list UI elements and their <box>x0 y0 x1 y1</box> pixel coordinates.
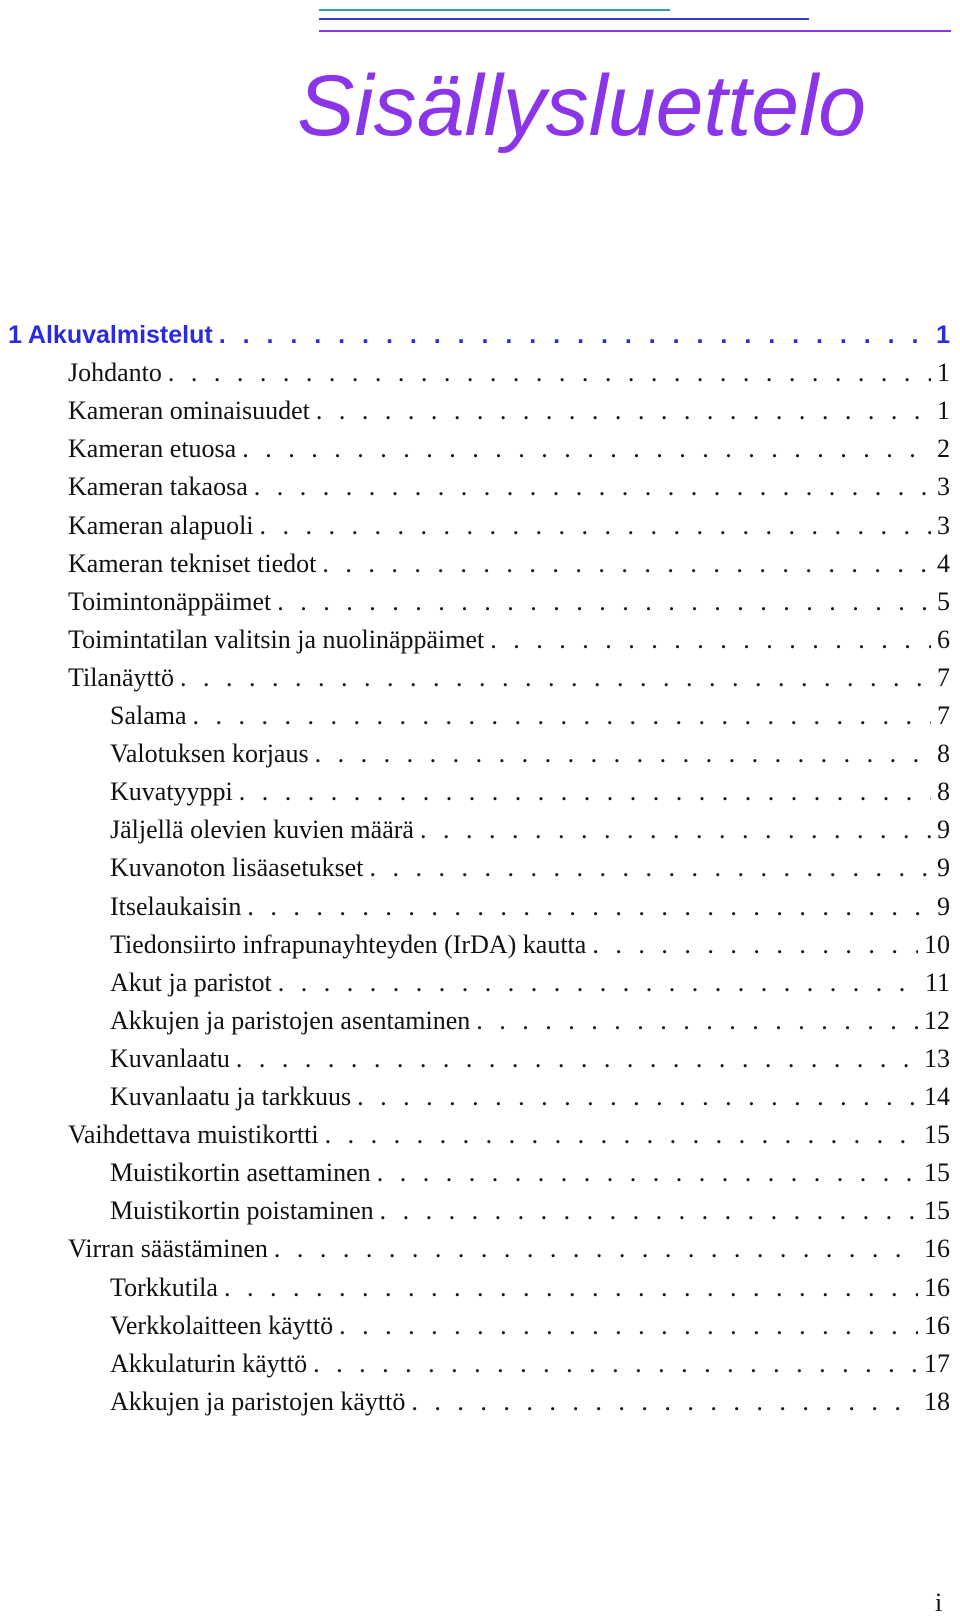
toc-entry-page: 16 <box>924 1234 950 1263</box>
toc-entry-page: 7 <box>937 701 950 730</box>
toc-entry-page: 15 <box>924 1158 950 1187</box>
toc-entry-page: 9 <box>937 892 950 921</box>
toc-dot-leader <box>411 1385 918 1419</box>
toc-dot-leader <box>239 775 931 809</box>
toc-entry[interactable] <box>110 813 950 847</box>
toc-entry-page: 3 <box>937 511 950 540</box>
toc-entry-title: Torkkutila <box>110 1273 218 1302</box>
toc-entry-page: 10 <box>924 930 950 959</box>
toc-entry-page: 1 <box>937 358 950 387</box>
header-rule-teal <box>319 9 670 11</box>
toc-dot-leader <box>357 1080 918 1114</box>
toc-entry[interactable] <box>68 509 950 543</box>
header-rule-blue <box>319 18 809 20</box>
toc-entry-page: 9 <box>937 815 950 844</box>
toc-entry-title: Toimintatilan valitsin ja nuolinäppäimet <box>68 625 485 654</box>
toc-entry-title: Salama <box>110 701 187 730</box>
toc-entry-page: 17 <box>924 1349 950 1378</box>
toc-dot-leader <box>278 966 919 1000</box>
toc-dot-leader <box>476 1004 918 1038</box>
toc-dot-leader <box>316 394 931 428</box>
toc-entry[interactable] <box>110 699 950 733</box>
toc-dot-leader <box>219 318 930 352</box>
page-title: Sisällysluettelo <box>297 58 866 154</box>
toc-entry-page: 8 <box>937 777 950 806</box>
toc-entry[interactable] <box>68 394 950 428</box>
toc-entry-page: 4 <box>937 549 950 578</box>
toc-entry-page: 7 <box>937 663 950 692</box>
toc-entry-title: Kameran etuosa <box>68 434 237 463</box>
toc-entry-title: Akkujen ja paristojen asentaminen <box>110 1006 471 1035</box>
toc-dot-leader <box>322 547 931 581</box>
toc-dot-leader <box>313 1347 918 1381</box>
toc-entry[interactable] <box>68 470 950 504</box>
toc-entry-page: 16 <box>924 1311 950 1340</box>
toc-entry-title: Virran säästäminen <box>68 1234 268 1263</box>
toc-entry[interactable] <box>68 432 950 466</box>
toc-entry-page: 2 <box>937 434 950 463</box>
toc-entry-page: 1 <box>936 321 950 349</box>
toc-entry[interactable] <box>110 1385 950 1419</box>
toc-entry[interactable] <box>68 623 950 657</box>
toc-dot-leader <box>277 585 931 619</box>
toc-entry-title: Kuvanlaatu ja tarkkuus <box>110 1082 352 1111</box>
toc-entry-title: Kameran tekniset tiedot <box>68 549 317 578</box>
toc-entry-page: 5 <box>937 587 950 616</box>
toc-entry-page: 14 <box>924 1082 950 1111</box>
toc-entry-title: Kuvanoton lisäasetukset <box>110 853 364 882</box>
header-rule-purple <box>319 30 951 32</box>
toc-dot-leader <box>592 928 918 962</box>
toc-entry[interactable] <box>110 1309 950 1343</box>
toc-dot-leader <box>274 1232 918 1266</box>
toc-dot-leader <box>260 509 931 543</box>
toc-dot-leader <box>193 699 931 733</box>
toc-dot-leader <box>339 1309 918 1343</box>
toc-entry[interactable] <box>110 1194 950 1228</box>
toc-entry-title: Akkujen ja paristojen käyttö <box>110 1387 406 1416</box>
toc-dot-leader <box>247 890 931 924</box>
toc-entry-title: Kuvatyyppi <box>110 777 233 806</box>
toc-entry-page: 8 <box>937 739 950 768</box>
toc-entry[interactable] <box>110 1271 950 1305</box>
toc-entry[interactable] <box>110 737 950 771</box>
toc-entry-title: Valotuksen korjaus <box>110 739 309 768</box>
toc-entry-page: 12 <box>924 1006 950 1035</box>
toc-entry-page: 13 <box>924 1044 950 1073</box>
toc-entry[interactable] <box>110 775 950 809</box>
toc-entry-title: 1 Alkuvalmistelut <box>8 321 213 349</box>
toc-entry[interactable] <box>8 318 950 352</box>
toc-dot-leader <box>420 813 931 847</box>
toc-dot-leader <box>315 737 931 771</box>
toc-entry-page: 16 <box>924 1273 950 1302</box>
toc-entry-title: Kuvanlaatu <box>110 1044 230 1073</box>
toc-entry-page: 9 <box>937 853 950 882</box>
toc-entry-page: 11 <box>924 968 950 997</box>
toc-entry-title: Tilanäyttö <box>68 663 174 692</box>
toc-entry-title: Muistikortin asettaminen <box>110 1158 371 1187</box>
toc-entry[interactable] <box>68 661 950 695</box>
page-number: i <box>935 1588 943 1617</box>
toc-entry[interactable] <box>68 356 950 390</box>
toc-entry-title: Kameran alapuoli <box>68 511 254 540</box>
toc-entry-page: 15 <box>924 1120 950 1149</box>
toc-entry[interactable] <box>110 851 950 885</box>
toc-entry[interactable] <box>110 1004 950 1038</box>
toc-dot-leader <box>254 470 931 504</box>
toc-entry-page: 6 <box>937 625 950 654</box>
toc-entry[interactable] <box>110 1347 950 1381</box>
toc-entry-title: Muistikortin poistaminen <box>110 1196 374 1225</box>
toc-dot-leader <box>242 432 931 466</box>
toc-entry-page: 3 <box>937 472 950 501</box>
toc-entry-title: Akut ja paristot <box>110 968 272 997</box>
toc-dot-leader <box>325 1118 918 1152</box>
toc-entry-page: 1 <box>937 396 950 425</box>
toc-dot-leader <box>380 1194 918 1228</box>
toc-entry-title: Johdanto <box>68 358 162 387</box>
toc-entry-page: 15 <box>924 1196 950 1225</box>
toc-dot-leader <box>369 851 931 885</box>
toc-entry[interactable] <box>110 890 950 924</box>
toc-entry-page: 18 <box>924 1387 950 1416</box>
toc-dot-leader <box>180 661 931 695</box>
toc-entry-title: Kameran takaosa <box>68 472 248 501</box>
toc-dot-leader <box>224 1271 918 1305</box>
toc-entry-title: Toimintonäppäimet <box>68 587 272 616</box>
toc-entry-title: Tiedonsiirto infrapunayhteyden (IrDA) kautta <box>110 930 587 959</box>
toc-entry[interactable] <box>68 1232 950 1266</box>
toc-entry-title: Jäljellä olevien kuvien määrä <box>110 815 414 844</box>
toc-dot-leader <box>377 1156 918 1190</box>
toc-entry-title: Verkkolaitteen käyttö <box>110 1311 334 1340</box>
toc-entry[interactable] <box>110 1080 950 1114</box>
toc-dot-leader <box>168 356 931 390</box>
toc-entry[interactable] <box>110 1156 950 1190</box>
toc-entry-title: Kameran ominaisuudet <box>68 396 310 425</box>
toc-entry-title: Itselaukaisin <box>110 892 242 921</box>
toc-entry-title: Akkulaturin käyttö <box>110 1349 308 1378</box>
toc-dot-leader <box>490 623 931 657</box>
toc-entry[interactable] <box>68 585 950 619</box>
toc-entry[interactable] <box>68 1118 950 1152</box>
toc-dot-leader <box>236 1042 918 1076</box>
toc-entry[interactable] <box>68 547 950 581</box>
toc-entry[interactable] <box>110 966 950 1000</box>
toc-entry[interactable] <box>110 928 950 962</box>
toc-entry[interactable] <box>110 1042 950 1076</box>
toc-entry-title: Vaihdettava muistikortti <box>68 1120 319 1149</box>
